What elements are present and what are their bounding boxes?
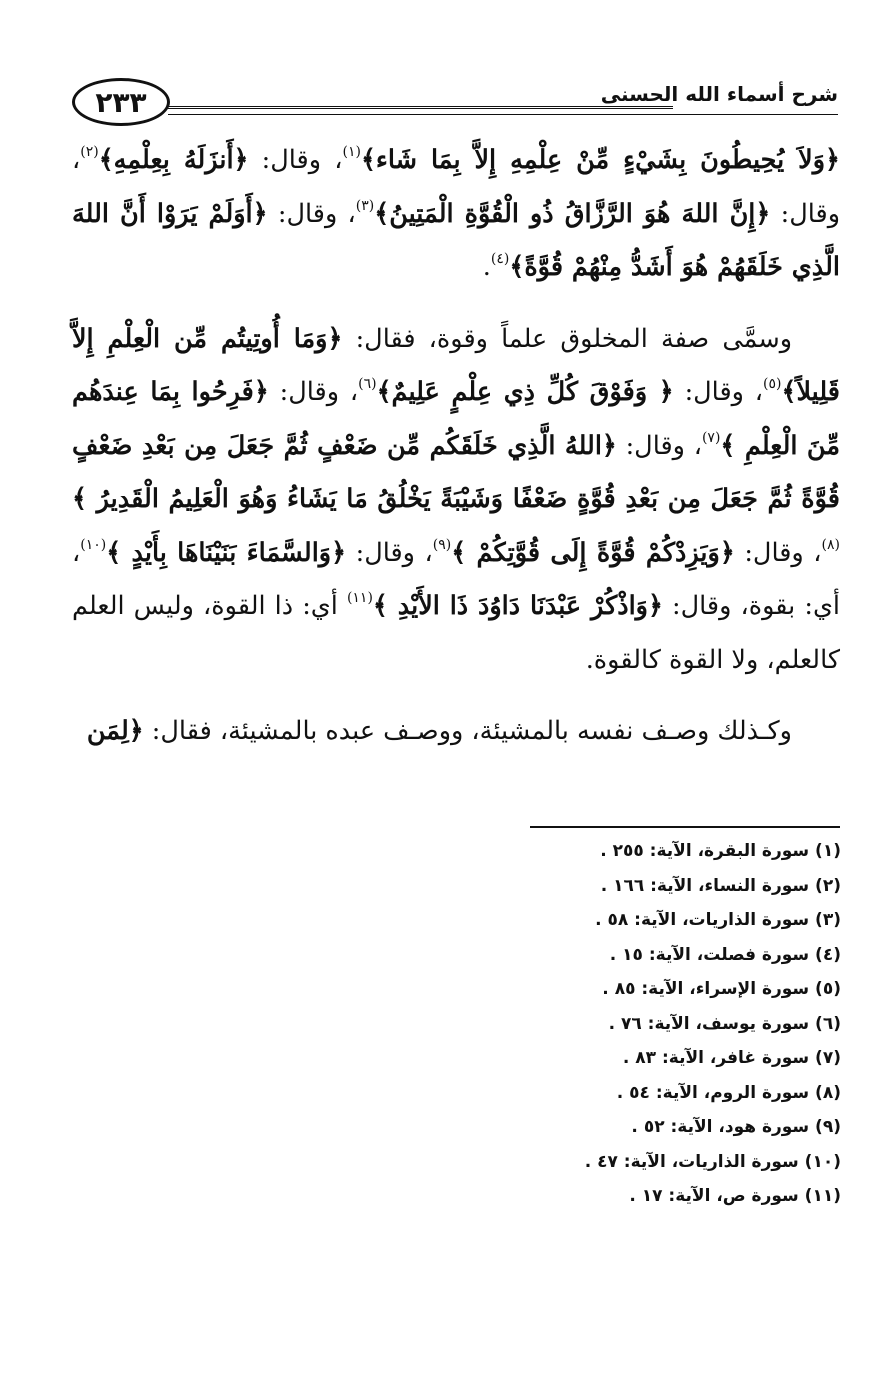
footnote-item: (١) سورة البقرة، الآية: ٢٥٥ . — [600, 841, 841, 861]
quran-quote: ﴿وَمَا أُوتِيتُم مِّن الْعِلْمِ إِلاَّ قَلِيلاً﴾ — [72, 323, 840, 407]
footnote-item: (٧) سورة غافر، الآية: ٨٣ . — [622, 1048, 841, 1068]
text-run: . — [482, 252, 491, 282]
footnote-ref: (٦) — [358, 376, 377, 392]
footnote-item: (١١) سورة ص، الآية: ١٧ . — [629, 1186, 841, 1206]
paragraph — [72, 313, 840, 688]
page-number: ٢٣٣ — [72, 78, 170, 126]
quran-quote: ﴿أَوَلَمْ يَرَوْا أَنَّ اللهَ الَّذِي خَلَقَهُمْ هُوَ أَشَدُّ مِنْهُمْ قُوَّةً﴾ — [72, 198, 840, 282]
footnotes — [81, 834, 841, 1214]
quran-quote: ﴿وَاذْكُرْ عَبْدَنَا دَاوُدَ ذَا الأَيْدِ ﴾ — [372, 591, 663, 621]
text-run: ، وقال: — [267, 198, 356, 229]
text-run: ، وقال: — [673, 377, 764, 407]
footnote-ref: (١٠) — [80, 536, 107, 553]
footnote-ref: (٥) — [763, 376, 782, 392]
text-run: ، وقال: — [268, 377, 359, 407]
text-run: ، وقال: — [734, 537, 822, 568]
text-run: وسمَّى صفة المخلوق علماً وقوة، فقال: — [342, 323, 793, 354]
quran-quote: ﴿وَيَزِدْكُمْ قُوَّةً إِلَى قُوَّتِكُمْ ﴾ — [451, 537, 735, 568]
footnote-item: (٢) سورة النساء، الآية: ١٦٦ . — [600, 875, 841, 896]
header-rule — [168, 106, 673, 109]
text-run: ، وقال: — [346, 537, 433, 568]
footnote-ref: (١١) — [346, 590, 373, 606]
footnote-item: (٣) سورة الذاريات، الآية: ٥٨ . — [595, 910, 841, 930]
footnote-ref: (٤) — [490, 251, 510, 267]
footnote-item: (٤) سورة فصلت، الآية: ١٥ . — [609, 944, 841, 965]
page-header — [72, 78, 838, 128]
text-run: ، وقال: — [248, 145, 343, 175]
quran-quote: ﴿وَالسَّمَاءَ بَنَيْنَاهَا بِأَيْدٍ ﴾ — [106, 537, 347, 568]
footnote-ref: (٧) — [701, 429, 721, 446]
quran-quote: ﴿أَنزَلَهُ بِعِلْمِهِ﴾ — [98, 145, 249, 175]
text-run: أي: ذا القوة، وليس العلم كالعلم، ولا القوة كالقوة. — [72, 591, 840, 675]
running-title: شرح أسماء الله الحسنى — [600, 82, 838, 106]
text-run: وكـذلك وصـف نفسه بالمشيئة، ووصـف عبده بالمشيئة، فقال: — [143, 716, 792, 746]
footnote-item: (٩) سورة هود، الآية: ٥٢ . — [631, 1117, 841, 1137]
footnote-item: (١٠) سورة الذاريات، الآية: ٤٧ . — [584, 1151, 841, 1172]
quran-quote: ﴿ وَفَوْقَ كُلِّ ذِي عِلْمٍ عَلِيمٌ﴾ — [376, 377, 674, 407]
paragraph — [72, 134, 840, 295]
quran-quote: ﴿فَرِحُوا بِمَا عِندَهُم مِّنَ الْعِلْمِ ﴾ — [72, 377, 840, 461]
text-run: ، وقال: — [616, 430, 702, 461]
quran-quote: ﴿وَلاَ يُحِيطُونَ بِشَيْءٍ مِّنْ عِلْمِهِ إِلاَّ بِمَا شَاء﴾ — [360, 145, 840, 175]
footnote-ref: (٨) — [821, 536, 840, 553]
footnote-separator — [530, 826, 840, 828]
footnote-ref: (٩) — [432, 536, 452, 553]
quran-quote: ﴿إِنَّ اللهَ هُوَ الرَّزَّاقُ ذُو الْقُوَّةِ الْمَتِينُ﴾ — [374, 198, 771, 229]
main-text — [72, 134, 840, 777]
quran-quote: ﴿اللهُ الَّذِي خَلَقَكُم مِّن ضَعْفٍ ثُمَّ جَعَلَ مِن بَعْدِ ضَعْفٍ قُوَّةً ثُمَّ جَعَلَ مِن بَعْدِ قُوَّةٍ ضَعْفًا وَشَيْبَةً يَخْلُقُ مَا يَشَاءُ وَهُوَ الْعَلِيمُ الْقَدِيرُ ﴾ — [72, 430, 840, 514]
paragraph — [72, 705, 840, 759]
header-rule-lower — [168, 114, 838, 115]
footnote-ref: (٢) — [80, 144, 99, 160]
footnote-item: (٥) سورة الإسراء، الآية: ٨٥ . — [602, 979, 841, 999]
text-run: ، أي: بقوة، وقال: — [72, 537, 841, 621]
footnote-ref: (٣) — [355, 197, 375, 214]
footnote-item: (٨) سورة الروم، الآية: ٥٤ . — [616, 1082, 841, 1103]
footnote-ref: (١) — [342, 144, 361, 160]
quran-quote: ﴿لِمَن — [86, 716, 144, 746]
footnote-item: (٦) سورة يوسف، الآية: ٧٦ . — [608, 1013, 841, 1034]
text-run: ، وقال: — [72, 145, 841, 229]
